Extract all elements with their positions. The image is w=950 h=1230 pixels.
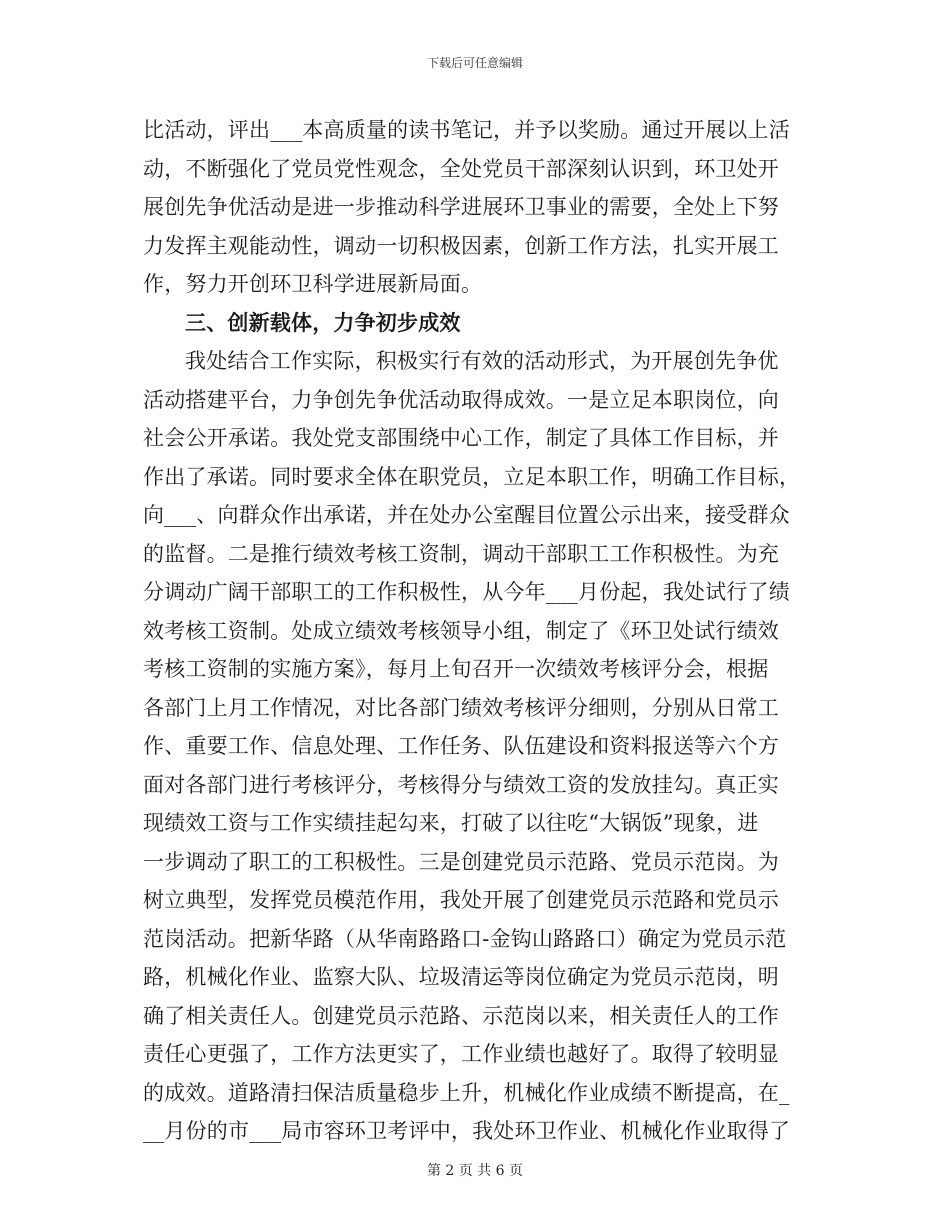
- body-line: 效考核工资制。处成立绩效考核领导小组，制定了《环卫处试行绩效: [143, 618, 779, 643]
- section-heading: 三、创新载体，力争初步成效: [185, 309, 461, 335]
- body-line: 树立典型，发挥党员模范作用，我处开展了创建党员示范路和党员示: [143, 888, 779, 912]
- body-line: 各部门上月工作情况，对比各部门绩效考核评分细则，分别从日常工: [143, 695, 779, 720]
- body-line: 确了相关责任人。创建党员示范路、示范岗以来，相关责任人的工作: [143, 1003, 779, 1028]
- body-line: 一步调动了职工的工积极性。三是创建党员示范路、党员示范岗。为: [143, 849, 779, 874]
- document-body: [143, 111, 809, 1151]
- body-line: 向___、向群众作出承诺，并在处办公室醒目位置公示出来，接受群众: [143, 503, 790, 527]
- body-line: 现绩效工资与工作实绩挂起勾来，打破了以往吃“大锅饭”现象，进: [143, 811, 759, 835]
- body-line: 范岗活动。把新华路（从华南路路口-金钩山路路口）确定为党员示范: [143, 926, 787, 951]
- body-line: 责任心更强了，工作方法更实了，工作业绩也越好了。取得了较明显: [143, 1042, 779, 1066]
- body-line: 的成效。道路清扫保洁质量稳步上升，机械化作业成绩不断提高，在_: [143, 1080, 790, 1105]
- page-number: 第 2 页 共 6 页: [426, 1163, 524, 1179]
- body-line: 展创先争优活动是进一步推动科学进展环卫事业的需要，全处上下努: [143, 195, 779, 219]
- body-line: 作，努力开创环卫科学进展新局面。: [143, 272, 483, 296]
- body-line: 活动搭建平台，力争创先争优活动取得成效。一是立足本职岗位，向: [143, 387, 779, 412]
- body-line: 的监督。二是推行绩效考核工资制，调动干部职工工作积极性。为充: [143, 541, 779, 566]
- body-line: 面对各部门进行考核评分，考核得分与绩效工资的发放挂勾。真正实: [143, 772, 779, 797]
- body-line: 动，不断强化了党员党性观念，全处党员干部深刻认识到，环卫处开: [143, 156, 779, 181]
- body-line: 力发挥主观能动性，调动一切积极因素，创新工作方法，扎实开展工: [143, 233, 779, 258]
- body-line: 作、重要工作、信息处理、工作任务、队伍建设和资料报送等六个方: [143, 734, 779, 758]
- body-line: 社会公开承诺。我处党支部围绕中心工作，制定了具体工作目标，并: [143, 426, 779, 450]
- paragraph-first-line: 我处结合工作实际，积极实行有效的活动形式，为开展创先争优: [185, 349, 779, 373]
- body-line: 分调动广阔干部职工的工作积极性，从今年___月份起，我处试行了绩: [143, 580, 790, 604]
- body-line: 路，机械化作业、监察大队、垃圾清运等岗位确定为党员示范岗，明: [143, 965, 779, 989]
- body-line: __月份的市___局市容环卫考评中，我处环卫作业、机械化作业取得了: [143, 1119, 791, 1143]
- body-line: 比活动，评出___本高质量的读书笔记，并予以奖励。通过开展以上活: [143, 118, 790, 142]
- page-header-note: 下载后可任意编辑: [426, 56, 523, 70]
- body-line: 作出了承诺。同时要求全体在职党员，立足本职工作，明确工作目标，: [143, 464, 801, 489]
- body-line: 考核工资制的实施方案》，每月上旬召开一次绩效考核评分会，根据: [143, 657, 769, 681]
